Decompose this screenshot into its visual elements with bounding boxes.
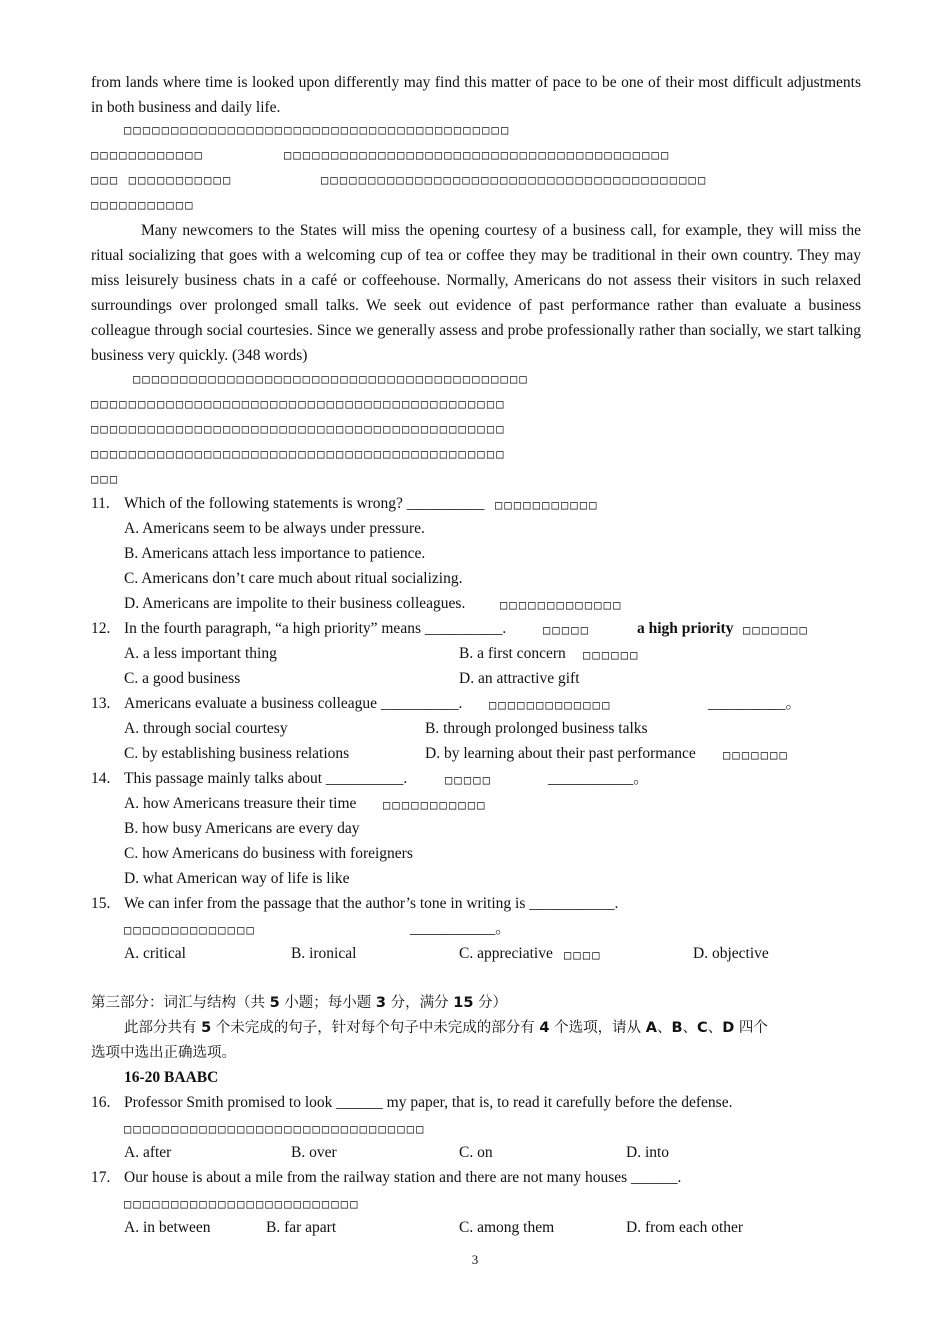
highlighted-term: a high priority xyxy=(637,620,734,637)
question-text: Professor Smith promised to look ______ my paper, that is, to read it carefully before the defense. xyxy=(124,1094,733,1111)
option-note: □□□□□□□□□□□□□ xyxy=(500,598,623,612)
option-note: □□□□□□□□□□□ xyxy=(383,798,487,812)
answer-key: 16-20 BAABC xyxy=(124,1069,219,1086)
translation-line: □□□ □□□□□□□□□□□ xyxy=(91,173,233,187)
option-a: A. critical xyxy=(124,945,186,962)
question-number: 11. xyxy=(91,495,110,512)
option-a: A. a less important thing xyxy=(124,645,277,662)
translation-line: □□□□□□□□□□□□□□□□□□□□□□□□□□□□□□□□□□□□□□□□□ xyxy=(124,123,511,137)
translation-line: □□□□□□□□□□□□□□□□□□□□□□□□□□□□□□□□□□□□□□□□□□ xyxy=(133,372,529,386)
option-b: B. ironical xyxy=(291,945,357,962)
answer-blank: __________。 xyxy=(708,695,802,712)
question-note: □□□□□□□□□□□ xyxy=(495,498,599,512)
option-a: A. in between xyxy=(124,1219,211,1236)
option-b: B. how busy Americans are every day xyxy=(124,820,360,837)
question-text: In the fourth paragraph, “a high priority” means __________. xyxy=(124,620,507,637)
question-number: 13. xyxy=(91,695,111,712)
option-d: D. Americans are impolite to their business colleagues. xyxy=(124,595,466,612)
answer-blank: ___________。 xyxy=(410,920,511,937)
section-heading: 第三部分：词汇与结构（共 5 小题；每小题 3 分，满分 15 分） xyxy=(91,995,508,1011)
option-note: □□□□ xyxy=(564,948,602,962)
page-number: 3 xyxy=(471,1252,479,1267)
question-note: □□□□□ xyxy=(445,773,493,787)
question-note: □□□□□□□□□□□□□ xyxy=(489,698,612,712)
section-intro-line-2: 选项中选出正确选项。 xyxy=(91,1045,236,1061)
option-d: D. objective xyxy=(693,945,769,962)
option-c: C. among them xyxy=(459,1219,555,1236)
option-a: A. Americans seem to be always under pressure. xyxy=(124,520,425,537)
question-note: □□□□□□□□□□□□□□ xyxy=(124,923,256,937)
option-b: B. far apart xyxy=(266,1219,337,1236)
translation-line: □□□□□□□□□□□□□□□□□□□□□□□□□□□□□□□□□□□□□□□□□ xyxy=(321,173,708,187)
option-b: B. over xyxy=(291,1144,337,1161)
question-note: □□□□□□□□□□□□□□□□□□□□□□□□□□□□□□□□ xyxy=(124,1122,426,1136)
question-number: 16. xyxy=(91,1094,111,1111)
option-b: B. a first concern xyxy=(459,645,566,662)
option-c: C. on xyxy=(459,1144,493,1161)
option-note: □□□□□□ xyxy=(583,648,640,662)
passage-paragraph-1: from lands where time is looked upon differently may find this matter of pace to be one of their most difficult adjustments in both business and daily life. xyxy=(91,74,861,116)
question-text: This passage mainly talks about __________. xyxy=(124,770,408,787)
question-note: □□□□□□□□□□□□□□□□□□□□□□□□□ xyxy=(124,1197,360,1211)
translation-line: □□□□□□□□□□□□ xyxy=(91,148,205,162)
question-number: 17. xyxy=(91,1169,111,1186)
translation-line: □□□□□□□□□□□□□□□□□□□□□□□□□□□□□□□□□□□□□□□□□□□□ xyxy=(91,397,506,411)
question-text: We can infer from the passage that the author’s tone in writing is ___________. xyxy=(124,895,619,912)
option-d: D. an attractive gift xyxy=(459,670,580,687)
option-c: C. how Americans do business with foreigners xyxy=(124,845,413,862)
translation-line: □□□□□□□□□□□□□□□□□□□□□□□□□□□□□□□□□□□□□□□□□□□□ xyxy=(91,447,506,461)
question-number: 15. xyxy=(91,895,111,912)
option-d: D. by learning about their past performance xyxy=(425,745,696,762)
option-c: C. Americans don’t care much about ritual socializing. xyxy=(124,570,463,587)
passage-paragraph-2: Many newcomers to the States will miss the opening courtesy of a business call, for example, they will miss the ritual socializing that goes with a welcoming cup of tea or coffee they may be traditional in their own country. They may miss leisurely business chats in a café or coffeehouse. Normally, Americans do not assess their visitors in such relaxed surroundings over prolonged small talks. We seek out evidence of past performance rather than evaluate a business colleague through social courtesies. Since we generally assess and probe professionally rather than socially, we start talking business very quickly. (348 words) xyxy=(91,222,861,364)
question-note: □□□□□□□ xyxy=(743,623,809,637)
option-d: D. what American way of life is like xyxy=(124,870,350,887)
option-c: C. a good business xyxy=(124,670,241,687)
option-b: B. Americans attach less importance to patience. xyxy=(124,545,426,562)
option-note: □□□□□□□ xyxy=(723,748,789,762)
option-c: C. appreciative xyxy=(459,945,553,962)
option-d: D. from each other xyxy=(626,1219,744,1236)
question-number: 14. xyxy=(91,770,111,787)
question-text: Which of the following statements is wrong? __________ xyxy=(124,495,485,512)
question-number: 12. xyxy=(91,620,111,637)
question-note: □□□□□ xyxy=(543,623,591,637)
question-text: Americans evaluate a business colleague __________. xyxy=(124,695,463,712)
translation-line: □□□□□□□□□□□ xyxy=(91,198,195,212)
option-d: D. into xyxy=(626,1144,670,1161)
option-a: A. through social courtesy xyxy=(124,720,288,737)
translation-line: □□□□□□□□□□□□□□□□□□□□□□□□□□□□□□□□□□□□□□□□□ xyxy=(284,148,671,162)
question-text: Our house is about a mile from the railway station and there are not many houses ______. xyxy=(124,1169,682,1186)
option-b: B. through prolonged business talks xyxy=(425,720,648,737)
translation-line: □□□ xyxy=(91,472,120,486)
answer-blank: ___________。 xyxy=(548,770,649,787)
option-a: A. how Americans treasure their time xyxy=(124,795,357,812)
translation-line: □□□□□□□□□□□□□□□□□□□□□□□□□□□□□□□□□□□□□□□□□□□□ xyxy=(91,422,506,436)
option-c: C. by establishing business relations xyxy=(124,745,350,762)
option-a: A. after xyxy=(124,1144,172,1161)
section-intro: 此部分共有 5 个未完成的句子，针对每个句子中未完成的部分有 4 个选项，请从 A、B、C、D 四个 xyxy=(124,1020,768,1036)
